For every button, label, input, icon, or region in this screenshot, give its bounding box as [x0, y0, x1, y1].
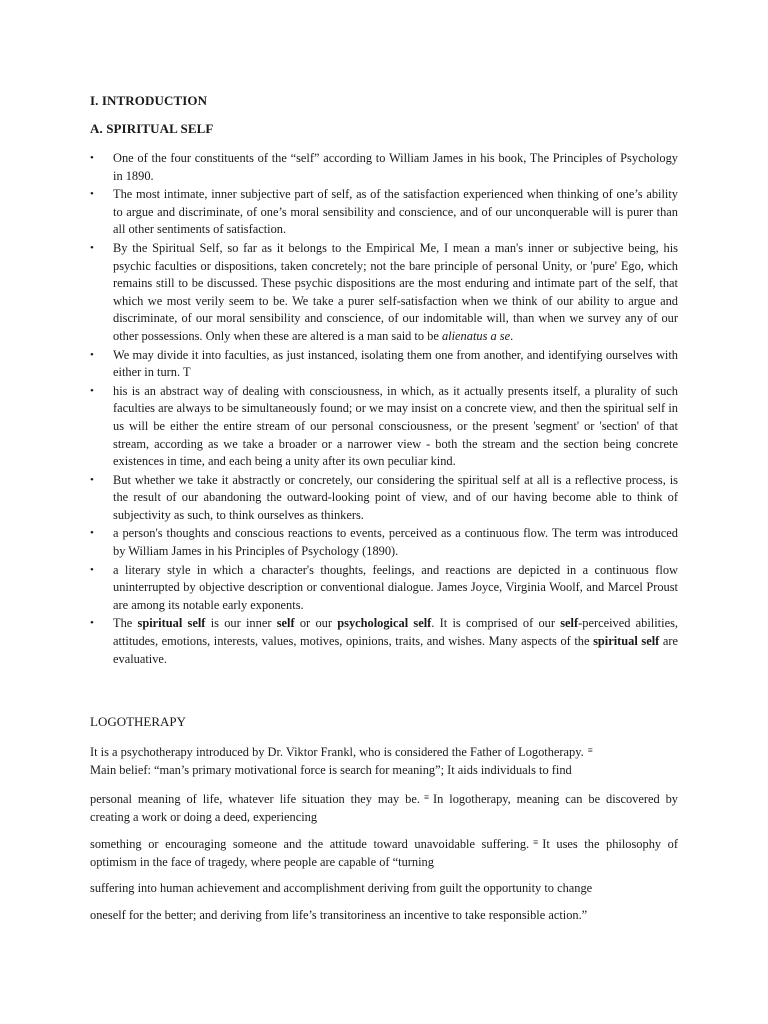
list-item-text: his is an abstract way of dealing with consciousness, in which, as it actually presents itself, a plurality of such faculties are always to be simultaneously found; or we may insist on a concrete view, and then the spiritual self in us will be either the entire stream of our personal consciousness, or the present 'segment' or 'section' of that stream, according as we take a broader or a narrower view - both the stream and the section being concrete existences in time, and each being a unity after its own peculiar kind.	[113, 383, 678, 469]
bold-term: self	[276, 616, 295, 631]
logotherapy-paragraph-3	[90, 834, 678, 871]
list-item	[90, 472, 678, 525]
list-item-text-end: .	[510, 328, 514, 343]
bullet-icon: •	[90, 617, 94, 630]
text-run: -perceived abilities, attitudes, emotions, interests, values, motives, opinions, traits, and wishes. Many aspects of the	[113, 616, 678, 649]
list-item-text: a person's thoughts and conscious reactions to events, perceived as a continuous flow. The term was introduced by William James in his Principles of Psychology (1890).	[113, 526, 678, 559]
text-run: or our	[294, 616, 338, 631]
list-item-text: The most intimate, inner subjective part of self, as of the satisfaction experienced when thinking of one’s ability to argue and discriminate, of one’s moral sensibility and conscience, and of our unconquerable will is purer than all other sentiments of satisfaction.	[113, 187, 678, 237]
text-run: . It is comprised of our	[431, 616, 561, 631]
text-run: is our inner	[205, 616, 277, 631]
list-item	[90, 562, 678, 615]
bullet-icon: •	[90, 152, 94, 164]
list-item	[90, 525, 678, 560]
bold-term: self	[560, 616, 579, 631]
paragraph-text: personal meaning of life, whatever life situation they may be.	[90, 792, 420, 806]
separator-icon: ≡	[533, 837, 539, 847]
bullet-icon: •	[90, 188, 94, 201]
logotherapy-heading: LOGOTHERAPY	[90, 714, 187, 729]
list-item	[90, 347, 678, 382]
list-item-text: One of the four constituents of the “self” according to William James in his book, The Principles of Psychology in 1890.	[113, 151, 678, 183]
text-run: are evaluative.	[113, 634, 678, 666]
paragraph-text: Main belief: “man’s primary motivational force is search for meaning”; It aids individuals to find	[90, 762, 572, 777]
list-item-text: By the Spiritual Self, so far as it belongs to the Empirical Me, I mean a man's inner or subjective being, his psychic faculties or dispositions, taken concretely; not the bare principle of personal Unity, or 'pure' Ego, which remains still to be discussed. These psychic dispositions are the most enduring and intimate part of the self, that which we most verily seem to be. We take a purer self-satisfaction when we think of our ability to argue and discriminate, of our moral sensibility and conscience, of our indomitable will, than when we survey any of our other possessions. Only when these are altered is a man said to be	[113, 240, 678, 343]
bold-term: psychological self	[337, 616, 432, 631]
list-item	[90, 186, 678, 239]
paragraph-text: something or encouraging someone and the attitude toward unavoidable suffering.	[90, 837, 530, 851]
paragraph-text: In logotherapy, meaning can be discovered by creating a work or doing a deed, experiencing	[90, 792, 678, 824]
bullet-icon: •	[90, 384, 94, 397]
paragraph-text: It uses the philosophy of optimism in the face of tragedy, where people are capable of “turning	[90, 837, 678, 869]
bullet-icon: •	[90, 527, 94, 540]
list-item	[90, 615, 678, 668]
bullet-list	[90, 150, 678, 669]
bullet-icon: •	[90, 563, 94, 576]
logotherapy-paragraph-1	[90, 742, 678, 779]
bold-term: spiritual self	[593, 634, 660, 649]
text-run: The	[113, 616, 138, 631]
list-item-text: We may divide it into faculties, as just instanced, isolating them one from another, and identifying ourselves with either in turn. T	[113, 347, 678, 380]
paragraph-text: It is a psychotherapy introduced by Dr. Viktor Frankl, who is considered the Father of Logotherapy.	[90, 745, 584, 759]
bullet-icon: •	[90, 348, 94, 361]
italic-phrase: alienatus a se	[441, 328, 511, 343]
list-item-text: But whether we take it abstractly or concretely, our considering the spiritual self at all is a reflective process, is the result of our abandoning the outward-looking point of view, and of our having become able to think of subjectivity as such, to think ourselves as thinkers.	[113, 472, 678, 522]
section-heading-spiritual-self: A. SPIRITUAL SELF	[90, 121, 214, 136]
list-item	[90, 150, 678, 185]
list-item	[90, 240, 678, 346]
logotherapy-paragraph-4: suffering into human achievement and accomplishment deriving from guilt the opportunity to change	[90, 881, 593, 895]
list-item	[90, 383, 678, 471]
bullet-icon: •	[90, 241, 94, 254]
logotherapy-paragraph-2	[90, 789, 678, 826]
bold-term: spiritual self	[137, 616, 206, 631]
logotherapy-paragraph-5: oneself for the better; and deriving from life’s transitoriness an incentive to take responsible action.”	[90, 908, 588, 922]
separator-icon: ≡	[423, 792, 430, 802]
list-item-text: a literary style in which a character's thoughts, feelings, and reactions are depicted in a continuous flow uninterrupted by objective description or conventional dialogue. James Joyce, Virginia Woolf, and Marcel Proust are among its notable early exponents.	[113, 562, 678, 612]
separator-icon: ≡	[587, 745, 593, 755]
section-heading-introduction: I. INTRODUCTION	[90, 93, 208, 108]
bullet-icon: •	[90, 473, 94, 486]
